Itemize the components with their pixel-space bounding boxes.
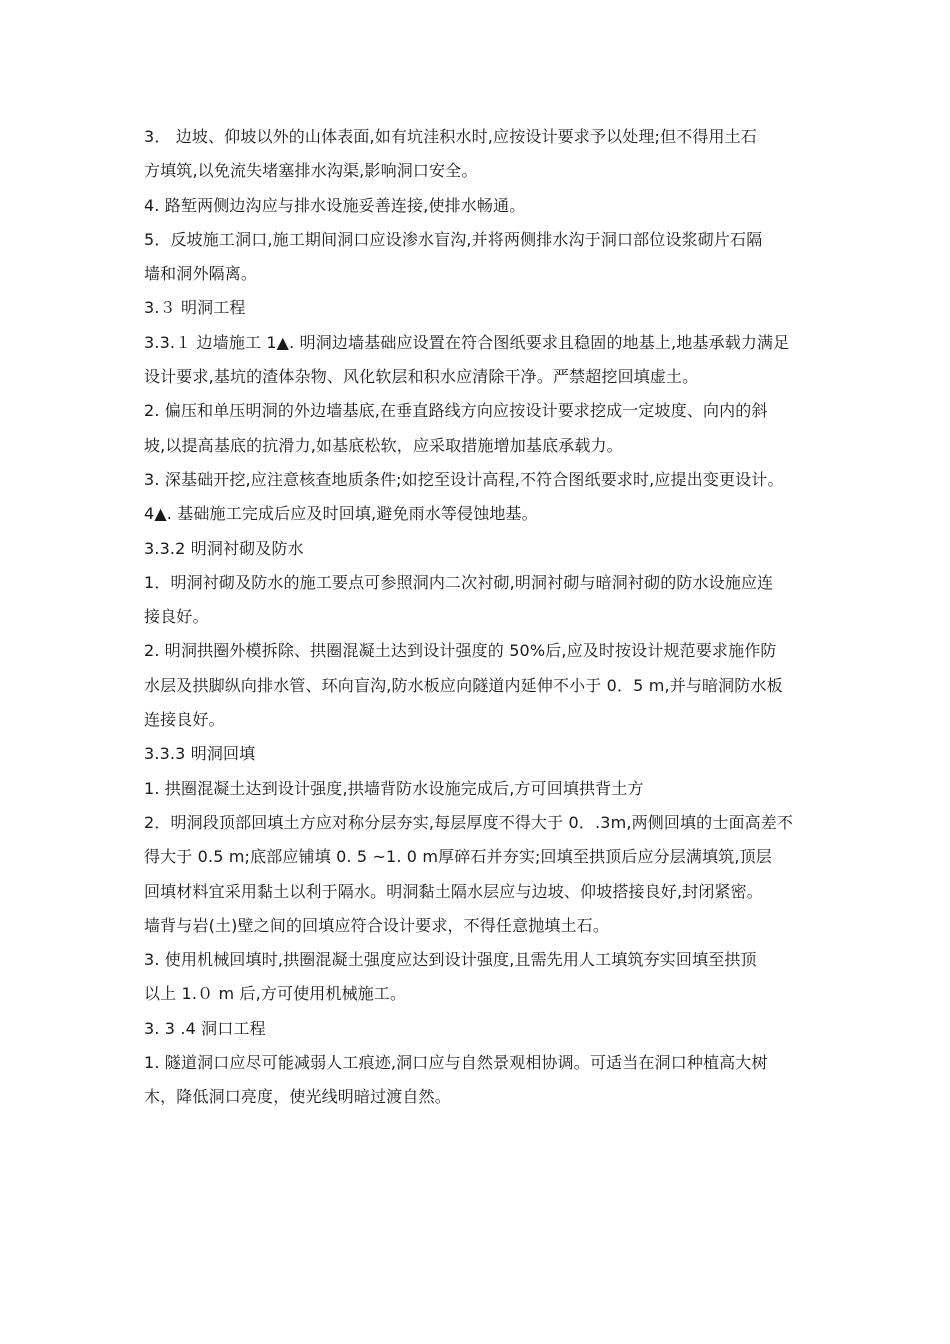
text-line: 1. 拱圈混凝土达到设计强度,拱墙背防水设施完成后,方可回填拱背土方 <box>144 778 644 798</box>
text-line: 2．明洞段顶部回填土方应对称分层夯实,每层厚度不得大于 0．.3m,两侧回填的士面高差不 <box>144 812 794 832</box>
text-line: 1．明洞衬砌及防水的施工要点可参照洞内二次衬砌,明洞衬砌与暗洞衬砌的防水设施应连 <box>144 572 774 592</box>
document-body <box>144 120 816 1115</box>
text-line: 4. 路堑两侧边沟应与排水设施妥善连接,使排水畅通。 <box>144 195 526 215</box>
text-line: 1. 隧道洞口应尽可能减弱人工痕迹,洞口应与自然景观相协调。可适当在洞口种植高大树 <box>144 1053 768 1073</box>
text-line: 3． 边坡、仰坡以外的山体表面,如有坑洼积水时,应按设计要求予以处理;但不得用土石 <box>144 127 757 146</box>
text-line: 接良好。 <box>144 607 209 627</box>
text-line: 4▲. 基础施工完成后应及时回填,避免雨水等侵蚀地基。 <box>144 504 538 524</box>
text-line: 回填材料宜采用黏土以利于隔水。明洞黏土隔水层应与边坡、仰坡搭接良好,封闭紧密。 <box>144 881 763 901</box>
text-line: 3. 使用机械回填时,拱圈混凝土强度应达到设计强度,且需先用人工填筑夯实回填至拱顶 <box>144 950 757 970</box>
text-line: 水层及拱脚纵向排水管、环向盲沟,防水板应向隧道内延伸不小于 0．5 m,并与暗洞防水板 <box>144 675 783 695</box>
section-heading: 3.3.3 明洞回填 <box>144 744 256 764</box>
text-line: 3. 深基础开挖,应注意核查地质条件;如挖至设计高程,不符合图纸要求时,应提出变更设计。 <box>144 469 784 489</box>
text-line: 墙背与岩(土)壁之间的回填应符合设计要求，不得任意抛填土石。 <box>144 915 609 935</box>
text-line: 墙和洞外隔离。 <box>144 264 258 284</box>
text-line: 坡,以提高基底的抗滑力,如基底松软，应采取措施增加基底承载力。 <box>144 435 623 455</box>
text-line: 3.3.１ 边墙施工 1▲. 明洞边墙基础应设置在符合图纸要求且稳固的地基上,地基承载力满足 <box>144 332 790 352</box>
text-line: 2. 明洞拱圈外模拆除、拱圈混凝土达到设计强度的 50%后,应及时按设计规范要求施作防 <box>144 641 777 661</box>
section-heading: 3.3.2 明洞衬砌及防水 <box>144 538 304 558</box>
text-line: 以上 1.０ m 后,方可使用机械施工。 <box>144 984 407 1004</box>
text-line: 连接良好。 <box>144 710 225 730</box>
text-line: 方填筑,以免流失堵塞排水沟渠,影响洞口安全。 <box>144 161 478 181</box>
section-heading: 3.３ 明洞工程 <box>144 298 246 318</box>
section-heading: 3. 3 .4 洞口工程 <box>144 1018 266 1038</box>
text-line: 设计要求,基坑的渣体杂物、风化软层和积水应清除干净。严禁超挖回填虚土。 <box>144 367 699 387</box>
text-line: 5．反坡施工洞口,施工期间洞口应设渗水盲沟,并将两侧排水沟于洞口部位设浆砌片石隔 <box>144 229 763 249</box>
text-line: 木，降低洞口亮度，使光线明暗过渡自然。 <box>144 1087 451 1107</box>
text-line: 2. 偏压和单压明洞的外边墙基底,在垂直路线方向应按设计要求挖成一定坡度、向内的斜 <box>144 401 768 421</box>
text-line: 得大于 0.5 m;底部应铺填 0. 5 ~1. 0 m厚碎石并夯实;回填至拱顶后应分层满填筑,顶层 <box>144 847 772 867</box>
